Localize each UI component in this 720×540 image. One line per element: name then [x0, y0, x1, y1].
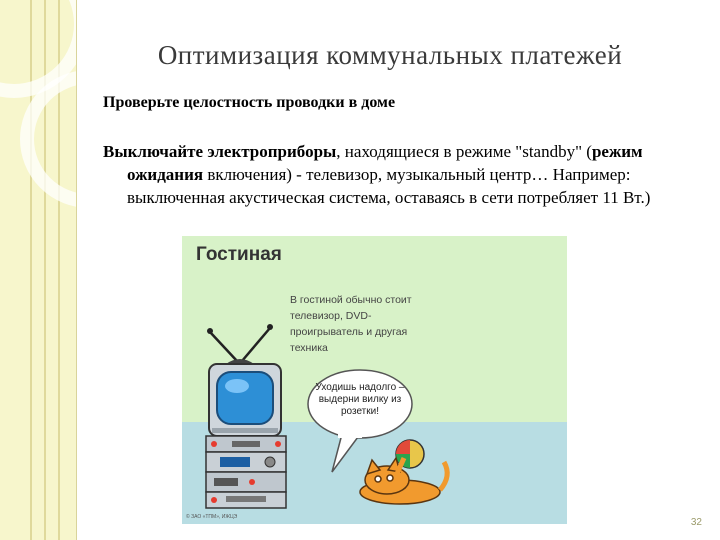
subtitle: Проверьте целостность проводки в доме	[103, 94, 396, 111]
energy-tip-paragraph	[103, 140, 712, 209]
music-center-icon	[206, 472, 286, 492]
illustration-copyright: © ЗАО «ТПМ», ИЖЦЭ	[186, 514, 238, 520]
living-room-illustration	[182, 236, 567, 524]
slide-title: Оптимизация коммунальных платежей	[157, 40, 623, 70]
room-description: В гостиной обычно стоит телевизор, DVD-проигрыватель и другая техника	[290, 294, 412, 354]
tip-text-1: , находящиеся в режиме "standby" (	[336, 142, 592, 161]
decorative-side-band	[0, 0, 77, 540]
amplifier-icon	[206, 452, 286, 472]
tv-icon	[209, 364, 281, 436]
tip-bold-standby: режим ожидания	[127, 142, 643, 184]
tip-bold-lead: Выключайте электроприборы	[103, 142, 337, 161]
speech-bubble-text: Уходишь надолго – выдерни вилку из розетки!	[315, 382, 405, 417]
tip-text-2: включения) - телевизор, музыкальный центр… Например: выключенная акустическая система, оставаясь в сети потребляет 11 Вт.)	[127, 165, 651, 207]
dvd-player-icon	[206, 436, 286, 452]
room-title: Гостиная	[196, 244, 282, 265]
receiver-icon	[206, 492, 286, 508]
page-number: 32	[690, 517, 702, 528]
